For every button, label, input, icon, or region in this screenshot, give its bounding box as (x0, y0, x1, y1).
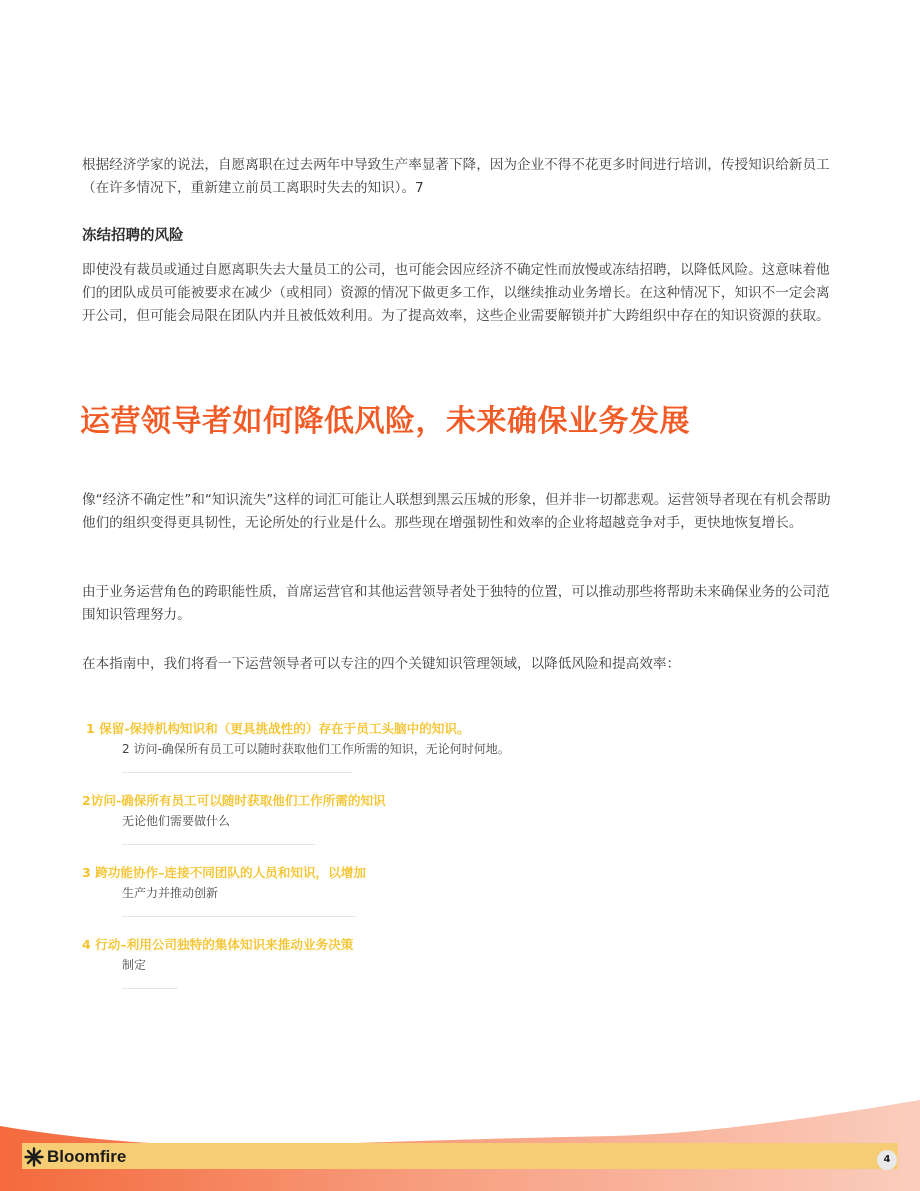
list-item-desc: 2 访问-确保所有员工可以随时获取他们工作所需的知识，无论何时何地。 (122, 742, 510, 756)
body-paragraph-1: 像“经济不确定性”和“知识流失”这样的词汇可能让人联想到黑云压城的形象，但并非一切都悲观。运营领导者现在有机会帮助他们的组织变得更具韧性，无论所处的行业是什么。那些现在增强韧性和效率的企业将超越竞争对手，更快地恢复增长。 (82, 492, 831, 531)
list-item-desc: 制定 (122, 958, 147, 972)
list-divider (122, 772, 352, 773)
list-item-title: 1 保留-保持机构知识和（更具挑战性的）存在于员工头脑中的知识。 (86, 721, 470, 736)
page-number: 4 (877, 1150, 897, 1170)
list-item-title: 2访问-确保所有员工可以随时获取他们工作所需的知识 (82, 793, 386, 808)
footer-bar (22, 1143, 898, 1169)
section-heading: 冻结招聘的风险 (82, 228, 184, 244)
section-paragraph: 即使没有裁员或通过自愿离职失去大量员工的公司，也可能会因应经济不确定性而放慢或冻结招聘，以降低风险。这意味着他们的团队成员可能被要求在减少（或相同）资源的情况下做更多工作，以继续推动业务增长。在这种情况下，知识不一定会离开公司，但可能会局限在团队内并且被低效利用。为了提高效率，这些企业需要解锁并扩大跨组织中存在的知识资源的获取。 (82, 262, 830, 324)
list-item-desc: 无论他们需要做什么 (122, 814, 231, 828)
list-item-title: 4 行动–利用公司独特的集体知识来推动业务决策 (82, 937, 354, 952)
intro-paragraph: 根据经济学家的说法，自愿离职在过去两年中导致生产率显著下降，因为企业不得不花更多时间进行培训，传授知识给新员工（在许多情况下，重新建立前员工离职时失去的知识）。7 (82, 157, 830, 196)
list-divider (122, 844, 315, 845)
body-paragraph-3: 在本指南中，我们将看一下运营领导者可以专注的四个关键知识管理领域，以降低风险和提高效率： (82, 656, 681, 672)
main-heading: 运营领导者如何降低风险，未来确保业务发展 (80, 404, 690, 439)
list-divider (122, 988, 178, 989)
body-paragraph-2: 由于业务运营角色的跨职能性质，首席运营官和其他运营领导者处于独特的位置，可以推动那些将帮助未来确保业务的公司范围知识管理努力。 (82, 584, 830, 623)
list-item-title: 3 跨功能协作–连接不同团队的人员和知识，以增加 (82, 865, 366, 880)
bloomfire-burst-icon (24, 1147, 44, 1167)
list-item-desc: 生产力并推动创新 (122, 886, 219, 900)
list-divider (122, 916, 356, 917)
logo-text: Bloomfire (47, 1147, 127, 1166)
bloomfire-logo (24, 1146, 126, 1168)
